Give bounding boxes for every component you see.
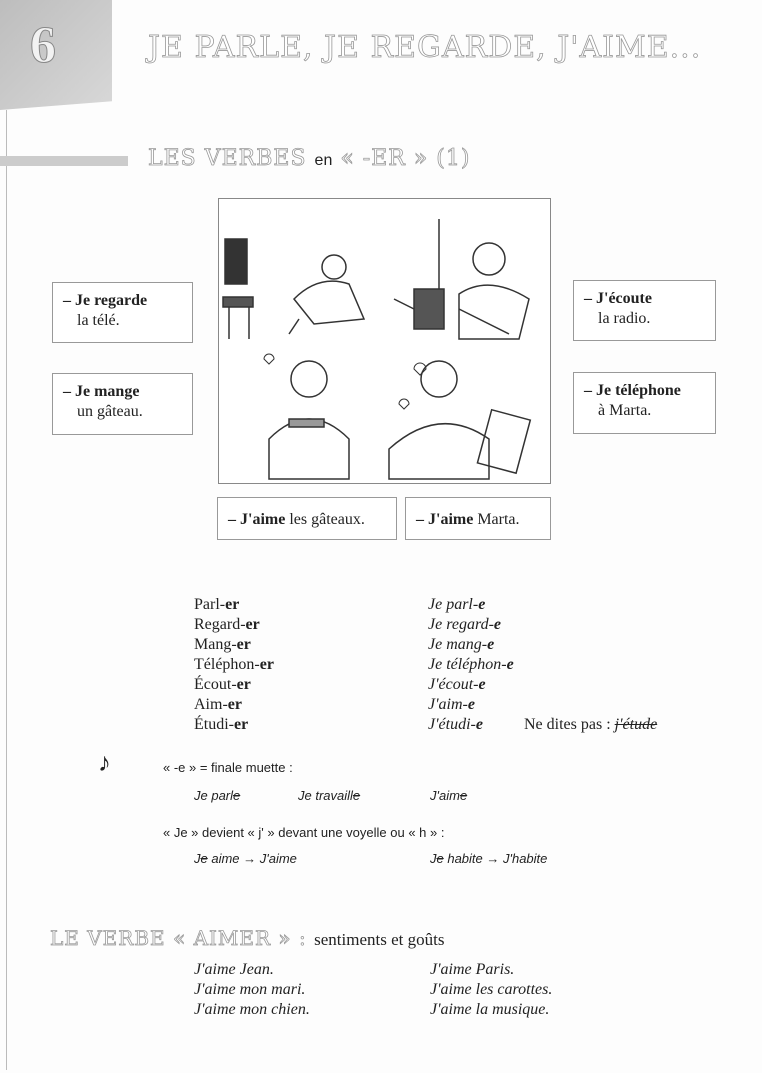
infinitive: Téléphon-er	[194, 656, 274, 673]
man-watching-tv-drawing	[289, 255, 364, 334]
example-line: J'aime mon chien.	[194, 1001, 310, 1018]
caption-j-ecoute	[573, 280, 716, 341]
example-line: J'aime les carottes.	[430, 981, 553, 998]
man-listening-drawing	[459, 243, 529, 339]
chapter-number: 6	[30, 17, 56, 74]
man-on-phone-drawing	[389, 361, 530, 479]
section-1-en: en	[314, 152, 333, 169]
example-line: J'aime mon mari.	[194, 981, 306, 998]
conjugated-form: J'écout-e	[428, 676, 486, 693]
note-final-e: « -e » = finale muette :	[163, 760, 293, 775]
conjugated-form: Je téléphon-e	[428, 656, 514, 673]
example-j-habite: Je habite → J'habite	[430, 851, 548, 866]
caption-je-telephone	[573, 372, 716, 434]
example-aime: J'aime	[430, 788, 468, 803]
conjugated-form: J'aim-e	[428, 696, 475, 713]
radio-icon	[394, 219, 444, 329]
tv-icon	[223, 239, 253, 339]
caption-j-aime-gateaux	[217, 497, 397, 540]
caption-bold: – Je mange	[63, 383, 140, 400]
section-2-title: LE VERBE « AIMER » :	[50, 926, 307, 950]
example-line: J'aime Paris.	[430, 961, 515, 978]
page-title: JE PARLE, JE REGARDE, J'AIME...	[148, 30, 702, 65]
illustration	[218, 198, 551, 484]
caption-bold: – J'aime	[228, 511, 286, 528]
wrong-form: j'étude	[614, 716, 658, 733]
infinitive: Parl-er	[194, 596, 240, 613]
conjugated-form: Je parl-e	[428, 596, 486, 613]
caption-bold: – Je regarde	[63, 292, 148, 309]
caption-rest: la télé.	[77, 312, 120, 329]
caption-rest: les gâteaux.	[289, 511, 365, 528]
infinitive: Étudi-er	[194, 716, 249, 733]
examples-right	[430, 960, 552, 1020]
conjugation-list	[428, 595, 514, 735]
conjugated-form: Je regard-e	[428, 616, 502, 633]
ne-dites-pas-label: Ne dites pas :	[524, 716, 611, 733]
infinitive: Écout-er	[194, 676, 251, 693]
infinitive-list	[194, 595, 274, 735]
note-elision: « Je » devient « j' » devant une voyelle ou « h » :	[163, 825, 445, 840]
section-2-subtitle: sentiments et goûts	[314, 930, 445, 949]
caption-rest: Marta.	[477, 511, 520, 528]
caption-rest: à Marta.	[598, 402, 652, 419]
infinitive: Mang-er	[194, 636, 251, 653]
caption-bold: – Je téléphone	[584, 382, 681, 399]
example-parle: Je parle	[194, 788, 241, 803]
infinitive: Regard-er	[194, 616, 260, 633]
caption-bold: – J'écoute	[584, 290, 652, 307]
caption-je-mange	[52, 373, 193, 435]
conjugated-form: Je mang-e	[428, 636, 495, 653]
caption-bold: – J'aime	[416, 511, 474, 528]
example-travaille: Je travaille	[298, 788, 361, 803]
caption-je-regarde	[52, 282, 193, 343]
caption-rest: la radio.	[598, 310, 651, 327]
example-line: J'aime Jean.	[194, 961, 274, 978]
ne-dites-pas	[524, 715, 657, 735]
examples-left	[194, 960, 310, 1020]
chapter-tab	[0, 0, 112, 110]
caption-rest: un gâteau.	[77, 403, 143, 420]
conjugated-form: J'étudi-e	[428, 716, 483, 733]
music-note-icon: ♪	[98, 748, 111, 777]
infinitive: Aim-er	[194, 696, 242, 713]
margin-line	[6, 110, 7, 1070]
section-2-heading	[50, 926, 444, 950]
section-1-title: LES VERBES	[148, 146, 307, 171]
example-j-aime: Je aime → J'aime	[194, 851, 297, 866]
example-line: J'aime la musique.	[430, 1001, 550, 1018]
heart-icons	[264, 354, 426, 409]
caption-j-aime-marta	[405, 497, 551, 540]
man-eating-drawing	[269, 361, 349, 479]
section-1-suffix: « -ER » (1)	[340, 146, 471, 171]
section-bar	[0, 156, 128, 166]
section-1-heading	[148, 146, 470, 171]
